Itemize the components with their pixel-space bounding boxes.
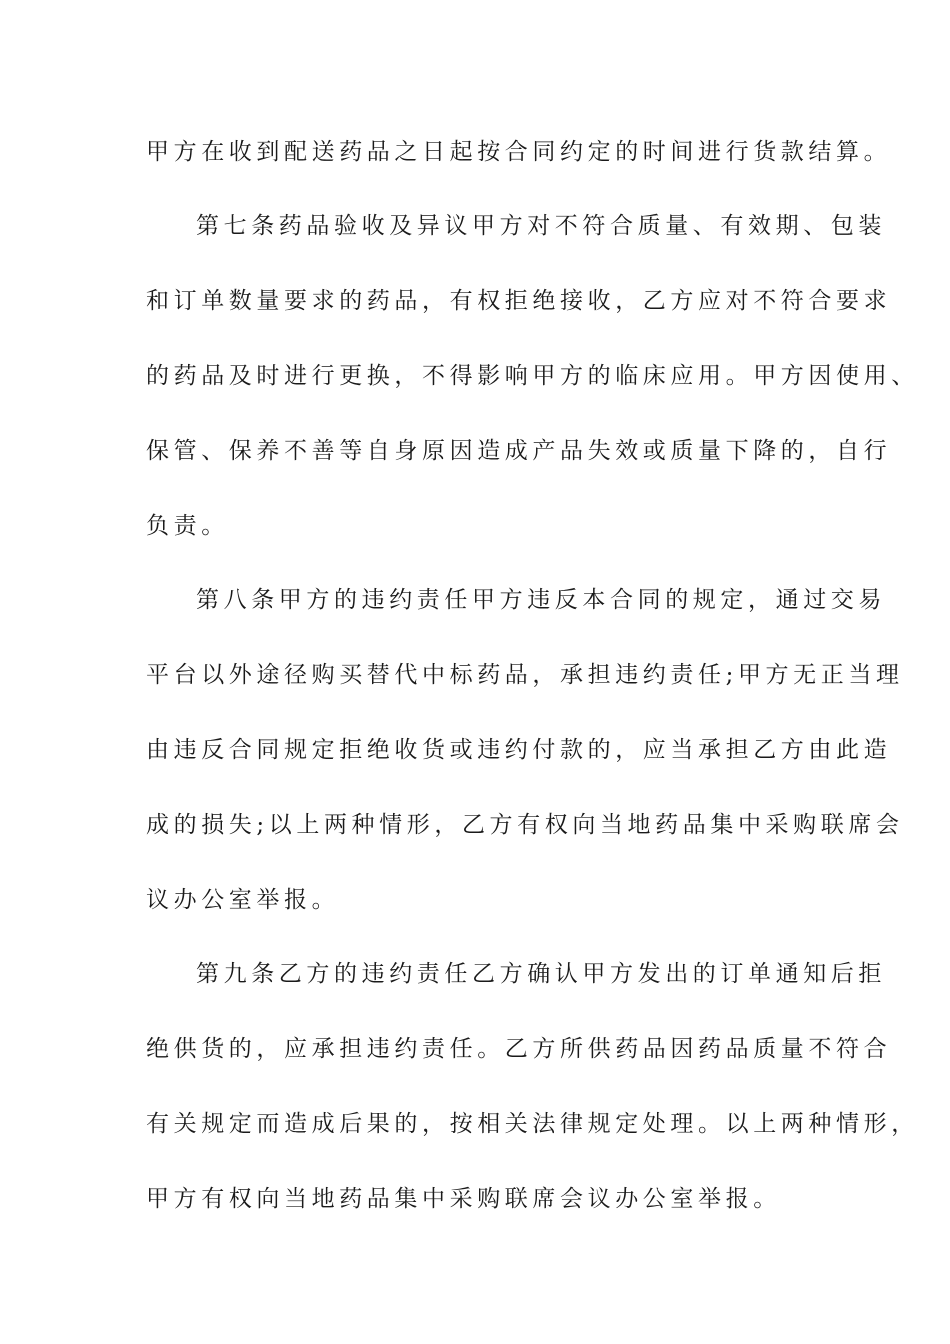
text-line: 绝供货的，应承担违约责任。乙方所供药品因药品质量不符合: [146, 1036, 892, 1062]
text-line: 的药品及时进行更换，不得影响甲方的临床应用。甲方因使用、: [146, 363, 919, 389]
text-line: 第七条药品验收及异议甲方对不符合质量、有效期、包装: [196, 213, 886, 239]
text-line: 议办公室举报。: [146, 887, 340, 913]
text-line: 第九条乙方的违约责任乙方确认甲方发出的订单通知后拒: [196, 961, 886, 987]
text-line: 负责。: [146, 513, 229, 539]
text-line: 保管、保养不善等自身原因造成产品失效或质量下降的，自行: [146, 438, 892, 464]
text-line: 成的损失;以上两种情形，乙方有权向当地药品集中采购联席会: [146, 812, 904, 838]
text-line: 甲方在收到配送药品之日起按合同约定的时间进行货款结算。: [146, 139, 892, 165]
text-line: 平台以外途径购买替代中标药品，承担违约责任;甲方无正当理: [146, 662, 904, 688]
text-line: 有关规定而造成后果的，按相关法律规定处理。以上两种情形，: [146, 1111, 919, 1137]
text-line: 甲方有权向当地药品集中采购联席会议办公室举报。: [146, 1186, 781, 1212]
text-line: 由违反合同规定拒绝收货或违约付款的，应当承担乙方由此造: [146, 737, 892, 763]
text-line: 第八条甲方的违约责任甲方违反本合同的规定，通过交易: [196, 587, 886, 613]
text-line: 和订单数量要求的药品，有权拒绝接收，乙方应对不符合要求: [146, 288, 892, 314]
